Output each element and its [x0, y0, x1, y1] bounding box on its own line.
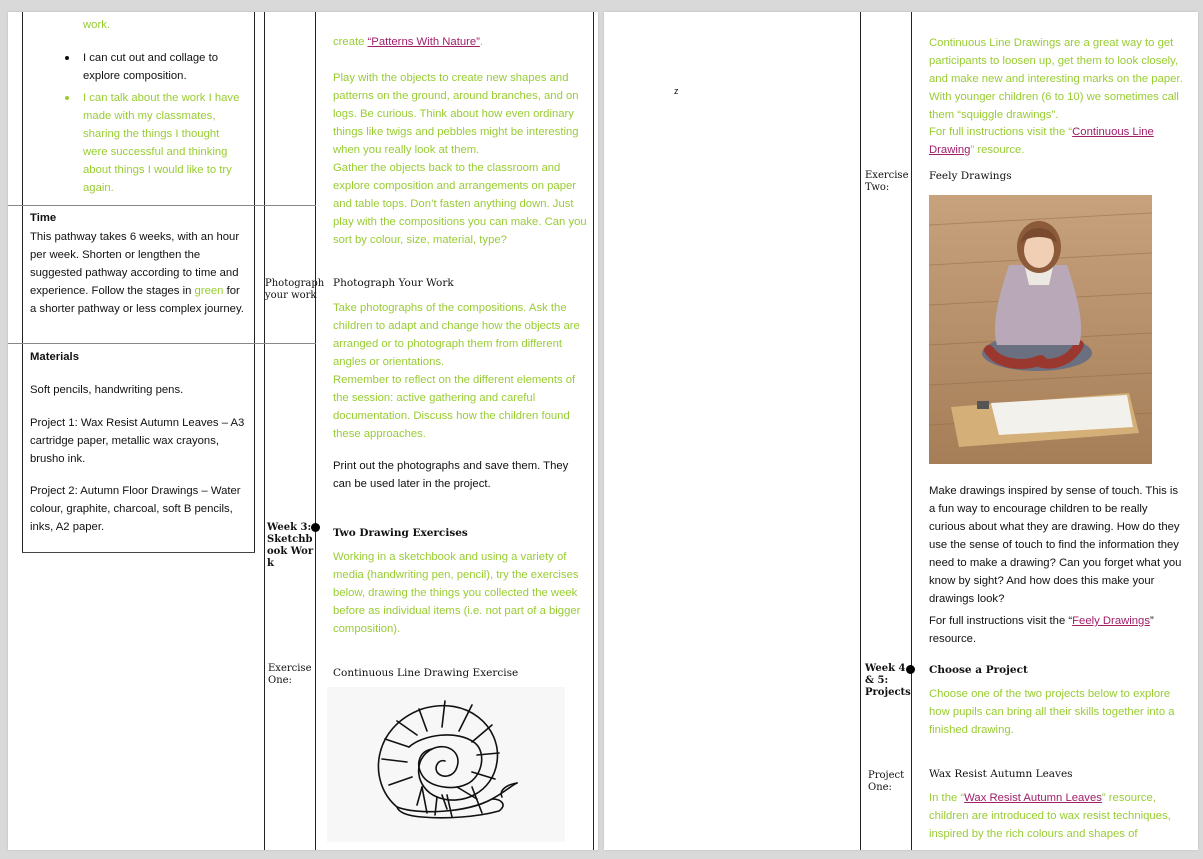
table-border-bottom	[22, 552, 255, 553]
materials-item: Soft pencils, handwriting pens.	[30, 384, 184, 396]
row-label-week45: Week 4 & 5: Projects	[865, 663, 911, 698]
continuous-line-paragraph: Continuous Line Drawings are a great way to get participants to loosen up, get them to look closely, and make new and interesting marks on the paper. With younger children (6 to 10) we sometimes call them “squiggle drawings”.	[929, 37, 1183, 121]
two-exercises-heading: Two Drawing Exercises	[333, 527, 468, 539]
list-item: I can talk about the work I have made with my classmates, sharing the things I thought were successful and thinking about things I would like to try again.	[83, 89, 245, 197]
timeline-dot	[311, 523, 320, 532]
row-divider	[8, 343, 316, 344]
continuous-line-visit: For full instructions visit the “Continuous Line Drawing” resource.	[929, 126, 1154, 156]
feely-drawings-heading: Feely Drawings	[929, 170, 1012, 182]
document-page-right	[604, 12, 1198, 850]
stray-character: z	[674, 86, 679, 96]
column-divider	[254, 12, 255, 552]
continuous-line-heading: Continuous Line Drawing Exercise	[333, 667, 519, 679]
row-label-photograph: Photograph your work	[265, 278, 325, 301]
page-edge-line	[593, 12, 594, 850]
row-label-week3: Week 3: Sketchbook Work	[267, 522, 314, 569]
patterns-with-nature-link[interactable]: “Patterns With Nature”	[367, 36, 480, 48]
timeline-dot	[906, 665, 915, 674]
document-page-left	[8, 12, 598, 850]
wax-resist-link[interactable]: Wax Resist Autumn Leaves	[964, 792, 1102, 804]
choose-project-heading: Choose a Project	[929, 664, 1028, 676]
remember-paragraph: Remember to reflect on the different elements of the session: active gathering and careful documentation. Discuss how the children found these approaches.	[333, 374, 576, 440]
materials-item: Project 2: Autumn Floor Drawings – Water colour, graphite, charcoal, soft B pencils, inks, A2 paper.	[30, 485, 241, 533]
two-exercises-paragraph: Working in a sketchbook and using a variety of media (handwriting pen, pencil), try the exercises below, drawing the things you collected the week before as individual items (i.e. not part of a bigger composition).	[333, 551, 581, 635]
gather-paragraph: Gather the objects back to the classroom and explore composition and arrangements on paper and table tops. Don’t fasten anything down. Just play with the compositions you can make. Can you sort by colour, size, material, type?	[333, 162, 587, 246]
materials-heading: Materials	[30, 351, 79, 363]
snail-line-drawing	[327, 687, 565, 842]
feely-drawings-paragraph: Make drawings inspired by sense of touch. This is a fun way to encourage children to be really curious about what they are drawing. How do they use the sense of touch to find the information they need to make a drawing? Can you forget what you know by sight? And how does this make your drawings look?	[929, 485, 1182, 605]
continuous-line-drawing-link[interactable]: Continuous Line Drawing	[929, 126, 1154, 156]
wax-resist-heading: Wax Resist Autumn Leaves	[929, 768, 1073, 780]
photograph-paragraph: Take photographs of the compositions. Ask the children to adapt and change how the objects are arranged or to photograph them from different angles or orientations.	[333, 302, 580, 368]
feely-drawings-visit: For full instructions visit the “Feely Drawings” resource.	[929, 615, 1154, 645]
objectives-list	[83, 49, 245, 197]
materials-item: Project 1: Wax Resist Autumn Leaves – A3 cartridge paper, metallic wax crayons, brusho ink.	[30, 417, 245, 465]
photograph-heading: Photograph Your Work	[333, 277, 454, 289]
child-drawing-photo	[929, 195, 1152, 464]
row-label-exercise-two: Exercise Two:	[865, 170, 909, 193]
objectives-tail: work.	[83, 19, 110, 31]
column-divider	[315, 12, 316, 850]
column-divider	[860, 12, 861, 850]
column-divider	[264, 12, 265, 850]
time-heading: Time	[30, 212, 57, 224]
wax-resist-paragraph: In the “Wax Resist Autumn Leaves” resource, children are introduced to wax resist techniques, inspired by the rich colours and shapes of	[929, 792, 1171, 840]
list-item: I can cut out and collage to explore composition.	[83, 49, 245, 85]
time-paragraph: This pathway takes 6 weeks, with an hour per week. Shorten or lengthen the suggested pathway according to time and experience. Follow the stages in green for a shorter pathway or less complex journey.	[30, 231, 244, 315]
column-divider	[22, 12, 23, 552]
column-divider	[911, 12, 912, 850]
row-label-exercise-one: Exercise One:	[268, 663, 312, 686]
choose-project-paragraph: Choose one of the two projects below to explore how pupils can bring all their skills together into a finished drawing.	[929, 688, 1175, 736]
feely-drawings-link[interactable]: Feely Drawings	[1072, 615, 1150, 627]
play-paragraph: Play with the objects to create new shapes and patterns on the ground, around branches, and on logs. Be curious. Think about how even ordinary things like twigs and pebbles might be interesting when you really look at them.	[333, 72, 579, 156]
create-line: create “Patterns With Nature”.	[333, 36, 484, 48]
print-paragraph: Print out the photographs and save them. They can be used later in the project.	[333, 460, 569, 490]
row-label-project-one: Project One:	[868, 770, 905, 793]
row-divider	[8, 205, 316, 206]
